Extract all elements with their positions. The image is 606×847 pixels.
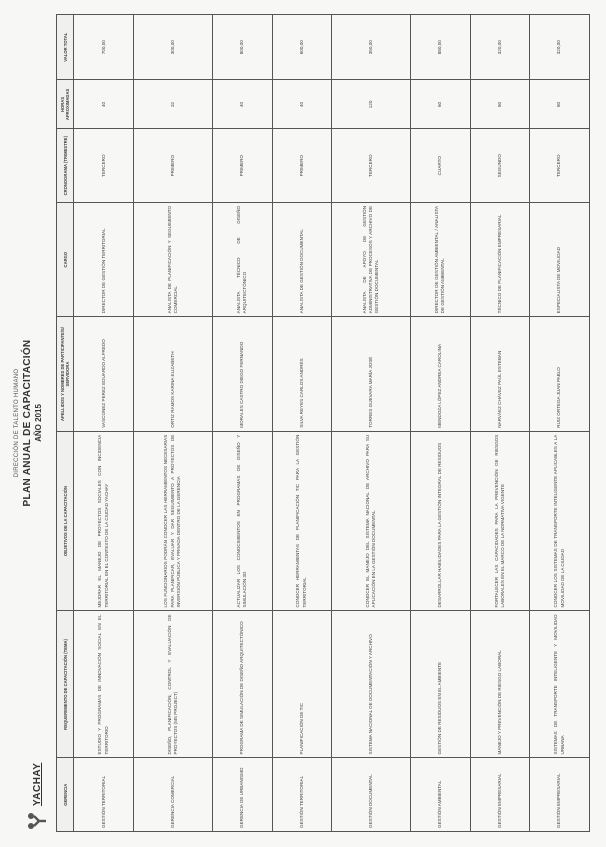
column-header: OBJETIVOS DE LA CAPACITACIÓN: [57, 431, 74, 611]
organization: DIRECCIÓN DE TALENTO HUMANO: [14, 368, 20, 478]
cell-cargo: TÉCNICO DE PLANIFICACIÓN EMPRESARIAL: [470, 202, 530, 316]
cell-trimestre: SEGUNDO: [470, 129, 530, 203]
cell-horas: 40: [74, 80, 134, 129]
cell-participante: SILVA REYES CARLOS ANDRÉS: [272, 317, 332, 431]
cell-cargo: DIRECTOR DE GESTIÓN AMBIENTAL / ANALISTA DE GESTIÓN AMBIENTAL: [411, 202, 471, 316]
cell-valor: 300,00: [134, 15, 213, 80]
cell-valor: 350,00: [332, 15, 411, 80]
table-row: [212, 15, 272, 832]
table-row: [272, 15, 332, 832]
cell-participante: MENDOZA LÓPEZ ANDREA CAROLINA: [411, 317, 471, 431]
cell-gerencia: GESTIÓN EMPRESARIAL: [530, 758, 590, 832]
cell-objetivos: MEJORAR EL MANEJO DE PROYECTOS SOCIALES CON INCIDENCIA TERRITORIAL EN EL CONTEXTO DE LA CIUDAD YACHAY: [74, 431, 134, 611]
table-row: [134, 15, 213, 832]
cell-tema: PROGRAMA DE SIMULACIÓN DE DISEÑO ARQUITECTÓNICO: [212, 611, 272, 758]
cell-objetivos: CONOCER EL MANEJO DEL SISTEMA NACIONAL DE ARCHIVO PARA SU APLICACIÓN EN LA GESTIÓN DOCUMENTAL: [332, 431, 411, 611]
table-header-row: [57, 15, 74, 832]
cell-tema: MANEJO Y PREVENCIÓN DE RIESGO LABORAL: [470, 611, 530, 758]
cell-tema: PLANIFICACIÓN DE TIC: [272, 611, 332, 758]
cell-trimestre: CUARTO: [411, 129, 471, 203]
column-header: CRONOGRAMA (TRIMESTRE): [57, 129, 74, 203]
cell-gerencia: GERENCIA DE URBANISMO: [212, 758, 272, 832]
cell-cargo: ANALISTA TÉCNICO DE DISEÑO ARQUITECTÓNICO: [212, 202, 272, 316]
cell-cargo: ANALISTA DE APOYO DE GESTIÓN ADMINISTRATIVA DE PROCESOS Y ARCHIVO DE GESTIÓN DOCUMENTAL: [332, 202, 411, 316]
column-header: GERENCIA: [57, 758, 74, 832]
cell-participante: NARVÁEZ CHÁVEZ PAÚL ESTEBAN: [470, 317, 530, 431]
cell-gerencia: GERENCIA COMERCIAL: [134, 758, 213, 832]
table-row: [74, 15, 134, 832]
cell-trimestre: PRIMERO: [134, 129, 213, 203]
column-header: VALOR TOTAL: [57, 15, 74, 80]
column-header: REQUERIMIENTO DE CAPACITACIÓN (TEMA): [57, 611, 74, 758]
cell-objetivos: CONOCER LOS SISTEMAS DE TRANSPORTE INTELIGENTE APLICABLES A LA MOVILIDAD DE LA CIUDAD: [530, 431, 590, 611]
cell-horas: 60: [411, 80, 471, 129]
cell-cargo: ANALISTA DE PLANIFICACIÓN Y SEGUIMIENTO COMERCIAL: [134, 202, 213, 316]
cell-trimestre: PRIMERO: [272, 129, 332, 203]
cell-horas: 40: [212, 80, 272, 129]
cell-participante: TORRES GUEVARA MARÍA JOSÉ: [332, 317, 411, 431]
cell-valor: 600,00: [272, 15, 332, 80]
document-title: PLAN ANUAL DE CAPACITACIÓN: [22, 339, 33, 507]
cell-valor: 880,00: [411, 15, 471, 80]
cell-participante: MORALES CASTRO DIEGO FERNANDO: [212, 317, 272, 431]
cell-tema: SISTEMAS DE TRANSPORTE INTELIGENTE Y MOVILIDAD URBANA: [530, 611, 590, 758]
column-header: CARGO: [57, 202, 74, 316]
table-row: [530, 15, 590, 832]
logo-text: YACHAY: [31, 762, 43, 806]
cell-horas: 40: [272, 80, 332, 129]
cell-objetivos: DESARROLLAR HABILIDADES PARA LA GESTIÓN INTEGRAL DE RESIDUOS: [411, 431, 471, 611]
cell-gerencia: GESTIÓN TERRITORIAL: [74, 758, 134, 832]
cell-valor: 700,00: [74, 15, 134, 80]
cell-objetivos: LOS FUNCIONARIOS PODRÁN CONOCER LAS HERRAMIENTOS NECESARIAS PARA PLANIFICAR, EVALUAR Y DAR SEGUIMIENTO A PROYECTOS DE INVERSIÓN PÚBLICA Y PRIVADA DENTRO DE LA GERENCIA: [134, 431, 213, 611]
cell-gerencia: GESTIÓN AMBIENTAL: [411, 758, 471, 832]
table-row: [332, 15, 411, 832]
cell-cargo: ANALISTA DE GESTIÓN DOCUMENTAL: [272, 202, 332, 316]
cell-participante: VASCONEZ PEREZ EDUARDO ALFREDO: [74, 317, 134, 431]
column-header: APELLIDOS Y NOMBRES DE PARTICIPANTE/S/ SERVIDORA: [57, 317, 74, 431]
cell-trimestre: TERCERO: [332, 129, 411, 203]
cell-objetivos: CONOCER HERRAMIENTAS DE PLANIFICACIÓN TIC PARA LA GESTIÓN TERRITORIAL: [272, 431, 332, 611]
cell-horas: 32: [134, 80, 213, 129]
cell-horas: 120: [332, 80, 411, 129]
cell-participante: RUIZ ORTEGA JUAN PABLO: [530, 317, 590, 431]
cell-participante: ORTIZ RAMOS KARINA ELIZABETH: [134, 317, 213, 431]
cell-tema: SISTEMA NACIONAL DE DOCUMENTACIÓN Y ARCHIVO: [332, 611, 411, 758]
cell-gerencia: GESTIÓN EMPRESARIAL: [470, 758, 530, 832]
table-row: [411, 15, 471, 832]
cell-horas: 80: [470, 80, 530, 129]
cell-trimestre: PRIMERO: [212, 129, 272, 203]
cell-objetivos: FORTALECER LAS CAPACIDADES PARA LA PREVENCIÓN DE RIESGOS LABORALES EN EL MARCO DE LA NORMATIVA VIGENTE: [470, 431, 530, 611]
cell-tema: ESTUDIO Y PROGRAMAS DE INNOVACIÓN SOCIAL EN EL TERRITORIO: [74, 611, 134, 758]
training-plan-table: [56, 14, 590, 832]
column-header: HORAS APROXIMADAS: [57, 80, 74, 129]
cell-cargo: ESPECIALISTA DE MOVILIDAD: [530, 202, 590, 316]
cell-valor: 320,00: [530, 15, 590, 80]
document-heading: [14, 8, 43, 838]
cell-horas: 80: [530, 80, 590, 129]
cell-valor: 320,00: [470, 15, 530, 80]
cell-gerencia: GESTIÓN DOCUMENTAL: [332, 758, 411, 832]
cell-gerencia: GESTIÓN TERRITORIAL: [272, 758, 332, 832]
rotated-page: [8, 8, 598, 838]
cell-trimestre: TERCERO: [74, 129, 134, 203]
cell-trimestre: TERCERO: [530, 129, 590, 203]
table-row: [470, 15, 530, 832]
cell-tema: GESTIÓN DE RESIDUOS EN EL AMBIENTE: [411, 611, 471, 758]
document-year: AÑO 2015: [34, 404, 43, 442]
cell-cargo: DIRECTOR DE GESTIÓN TERRITORIAL: [74, 202, 134, 316]
cell-tema: DISEÑO, PLANIFICACIÓN, CONTROL Y EVALUACIÓN DE PROYECTOS (MS PROJECT): [134, 611, 213, 758]
cell-objetivos: ACTUALIZAR LOS CONOCIMIENTOS EN PROGRAMAS DE DISEÑO Y SIMULACIÓN 3D: [212, 431, 272, 611]
cell-valor: 800,00: [212, 15, 272, 80]
